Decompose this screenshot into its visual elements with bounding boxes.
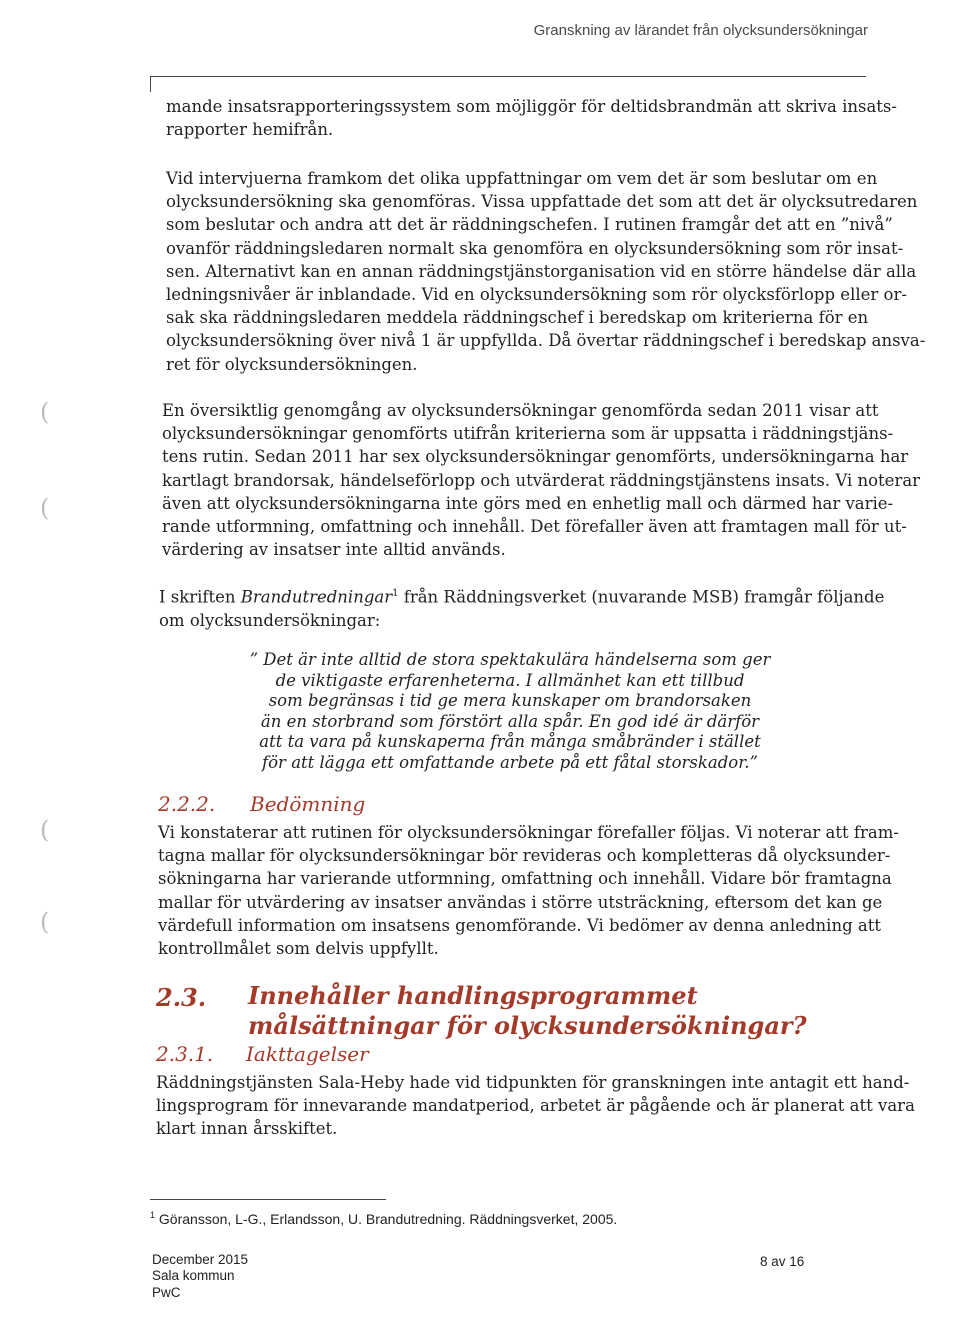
paragraph-1	[166, 95, 897, 141]
quote-line: som begränsas i tid ge mera kunskaper om brandorsaken	[268, 691, 752, 711]
text-line: tagna mallar för olycksundersökningar bör revideras och kompletteras då olycksunder-	[158, 846, 891, 866]
heading-line: Innehåller handlingsprogrammet	[248, 981, 698, 1010]
paragraph-2	[166, 167, 926, 376]
margin-bracket: (	[40, 398, 50, 426]
text-line: ret för olycksundersökningen.	[166, 354, 418, 374]
footnote	[150, 1210, 617, 1227]
text-line: kartlagt brandorsak, händelseförlopp och utvärderat räddningstjänstens insats. Vi noterar	[162, 470, 921, 490]
heading-line: målsättningar för olycksundersökningar?	[248, 1011, 807, 1040]
section-heading	[248, 981, 807, 1041]
text-line: klart innan årsskiftet.	[156, 1119, 338, 1139]
text-line: Vid intervjuerna framkom det olika uppfattningar om vem det är som beslutar om en	[166, 169, 878, 188]
footer-date: December 2015	[152, 1252, 249, 1267]
text-line: olycksundersökning ska genomföras. Vissa uppfattade det som att det är olycksutredaren	[166, 192, 918, 212]
text-line: olycksundersökning över nivå 1 är uppfyllda. Då övertar räddningschef i beredskap ansva-	[166, 331, 926, 351]
footnote-marker: 1	[150, 1210, 156, 1220]
publication-title: Brandutredningar	[240, 587, 393, 607]
text-line: rande utformning, omfattning och innehåll. Det förefaller även att framtagen mall för ut-	[162, 517, 907, 537]
quote-line: ” Det är inte alltid de stora spektakulära händelserna som ger	[249, 650, 771, 669]
paragraph-assessment	[158, 821, 899, 960]
text-line: tens rutin. Sedan 2011 har sex olycksundersökningar genomförts, undersökningarna har	[162, 447, 909, 467]
quote-line: de viktigaste erfarenheterna. I allmänhet kan ett tillbud	[275, 670, 745, 690]
text-line: ledningsnivåer är inblandade. Vid en olycksundersökning som rör olycksförlopp eller or-	[166, 285, 907, 305]
header-rule	[150, 76, 866, 77]
text-line: ovanför räddningsledaren normalt ska genomföra en olycksundersökning som rör insat-	[166, 238, 904, 258]
footer-org: Sala kommun	[152, 1268, 235, 1284]
text-line: om olycksundersökningar:	[159, 610, 381, 630]
margin-bracket: (	[40, 494, 50, 522]
text-line: även att olycksundersökningarna inte görs med en enhetlig mall och därmed har varie-	[162, 493, 894, 513]
quote-line: att ta vara på kunskaperna från många småbränder i stället	[259, 732, 761, 752]
margin-bracket: (	[40, 908, 50, 936]
running-header: Granskning av lärandet från olycksundersökningar	[533, 22, 868, 39]
section-heading: Iakttagelser	[246, 1042, 369, 1066]
section-number: 2.3.1.	[156, 1042, 214, 1066]
text-line: värdefull information om insatsens genomförande. Vi bedömer av denna anledning att	[158, 915, 881, 935]
text-line: Vi konstaterar att rutinen för olycksundersökningar förefaller följas. Vi noterar att fram-	[158, 823, 899, 842]
footer-firm: PwC	[152, 1284, 181, 1300]
text-line: lingsprogram för innevarande mandatperiod, arbetet är pågående och är planerat att vara	[156, 1096, 915, 1116]
text-line: sak ska räddningsledaren meddela räddningschef i beredskap om kriterierna för en	[166, 308, 869, 328]
text-run: I skriften	[159, 587, 241, 607]
section-heading: Bedömning	[250, 792, 366, 816]
text-line: kontrollmålet som delvis uppfyllt.	[158, 939, 439, 959]
footnote-text: Göransson, L-G., Erlandsson, U. Brandutredning. Räddningsverket, 2005.	[155, 1211, 618, 1227]
paragraph-4	[159, 582, 885, 632]
text-line: rapporter hemifrån.	[166, 120, 334, 140]
text-line: sen. Alternativt kan en annan räddningstjänstorganisation vid en större händelse där alla	[166, 261, 917, 281]
paragraph-observations	[156, 1071, 915, 1141]
text-line: mande insatsrapporteringssystem som möjliggör för deltidsbrandmän att skriva insats-	[166, 97, 897, 116]
page-number: 8 av 16	[760, 1254, 805, 1269]
text-run: från Räddningsverket (nuvarande MSB) framgår följande	[398, 587, 885, 607]
text-line: mallar för utvärdering av insatser användas i större utsträckning, eftersom det kan ge	[158, 892, 883, 912]
text-line: En översiktlig genomgång av olycksundersökningar genomförda sedan 2011 visar att	[162, 401, 879, 420]
quote-line: för att lägga ett omfattande arbete på ett fåtal storskador.”	[262, 752, 758, 772]
section-number: 2.2.2.	[158, 792, 216, 816]
text-line: olycksundersökningar genomförts utifrån kriterierna som är uppsatta i räddningstjäns-	[162, 424, 894, 444]
text-line: sökningarna har varierande utformning, omfattning och innehåll. Vidare bör framtagna	[158, 869, 892, 889]
quote-line: än en storbrand som förstört alla spår. En god idé är därför	[260, 711, 760, 731]
text-line	[159, 582, 885, 609]
section-number: 2.3.	[156, 983, 207, 1012]
footer-info	[152, 1252, 248, 1301]
margin-bracket: (	[40, 816, 50, 844]
block-quote	[210, 650, 810, 774]
footnote-ref: 1	[392, 588, 399, 599]
header-rule-corner	[150, 76, 151, 92]
text-line: som beslutar och andra att det är räddningschefen. I rutinen framgår det att en ”nivå”	[166, 215, 893, 235]
text-line: Räddningstjänsten Sala-Heby hade vid tidpunkten för granskningen inte antagit ett hand-	[156, 1073, 910, 1092]
footnote-rule	[150, 1199, 386, 1200]
text-line: värdering av insatser inte alltid används.	[162, 540, 506, 560]
paragraph-3	[162, 399, 921, 561]
